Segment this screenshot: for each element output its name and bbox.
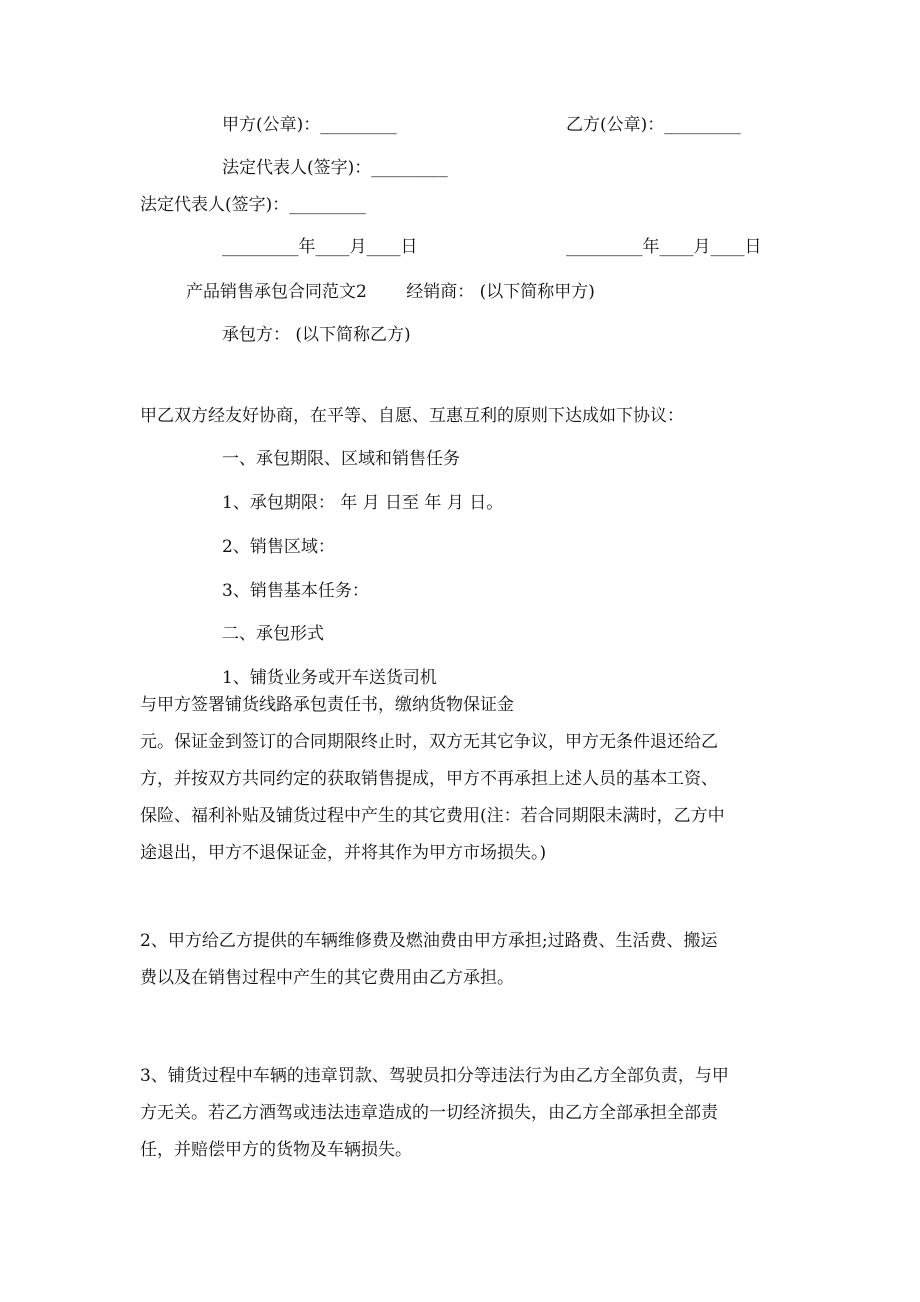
contract-title-line: 产品销售承包合同范文2 经销商： (以下简称甲方) xyxy=(186,282,595,302)
party-a-seal-line: 甲方(公章)：_________ xyxy=(222,115,397,135)
paragraph-line: 费以及在销售过程中产生的其它费用由乙方承担。 xyxy=(140,968,514,988)
vehicle-cost-paragraph xyxy=(140,923,790,997)
paragraph-line: 3、铺货过程中车辆的违章罚款、驾驶员扣分等违法行为由乙方全部负责，与甲 xyxy=(140,1066,729,1086)
section-2-heading: 二、承包形式 xyxy=(222,624,324,644)
paragraph-line: 与甲方签署铺货线路承包责任书，缴纳货物保证金 xyxy=(140,695,514,715)
paragraph-line: 元。保证金到签订的合同期限终止时，双方无其它争议，甲方无条件退还给乙 xyxy=(140,732,718,752)
paragraph-line: 途退出，甲方不退保证金，并将其作为甲方市场损失。) xyxy=(140,843,547,863)
deposit-paragraph xyxy=(140,687,790,872)
date-line-a: _________年____月____日 xyxy=(222,237,418,257)
item-delivery-driver: 1、铺货业务或开车送货司机 xyxy=(222,668,437,688)
contractor-line: 承包方： (以下简称乙方) xyxy=(222,325,411,345)
legal-rep-signature-line-b: 法定代表人(签字)：_________ xyxy=(140,195,366,215)
date-line-b: _________年____月____日 xyxy=(566,237,762,257)
section-1-heading: 一、承包期限、区域和销售任务 xyxy=(222,449,460,469)
violation-liability-paragraph xyxy=(140,1058,790,1169)
paragraph-line: 方无关。若乙方酒驾或违法违章造成的一切经济损失，由乙方全部承担全部责 xyxy=(140,1103,718,1123)
party-b-seal-line: 乙方(公章)：_________ xyxy=(566,115,741,135)
paragraph-line: 保险、福利补贴及铺货过程中产生的其它费用(注：若合同期限未满时，乙方中 xyxy=(140,806,725,826)
paragraph-line: 任，并赔偿甲方的货物及车辆损失。 xyxy=(140,1140,412,1160)
paragraph-line: 2、甲方给乙方提供的车辆维修费及燃油费由甲方承担;过路费、生活费、搬运 xyxy=(140,931,718,951)
paragraph-line: 方，并按双方共同约定的获取销售提成，甲方不再承担上述人员的基本工资、 xyxy=(140,769,718,789)
item-contract-period: 1、承包期限： 年 月 日至 年 月 日。 xyxy=(222,493,504,513)
item-sales-task: 3、销售基本任务： xyxy=(222,581,369,601)
item-sales-region: 2、销售区域： xyxy=(222,537,335,557)
legal-rep-signature-line-a: 法定代表人(签字)：_________ xyxy=(222,158,448,178)
intro-paragraph: 甲乙双方经友好协商，在平等、自愿、互惠互利的原则下达成如下协议： xyxy=(140,406,684,426)
